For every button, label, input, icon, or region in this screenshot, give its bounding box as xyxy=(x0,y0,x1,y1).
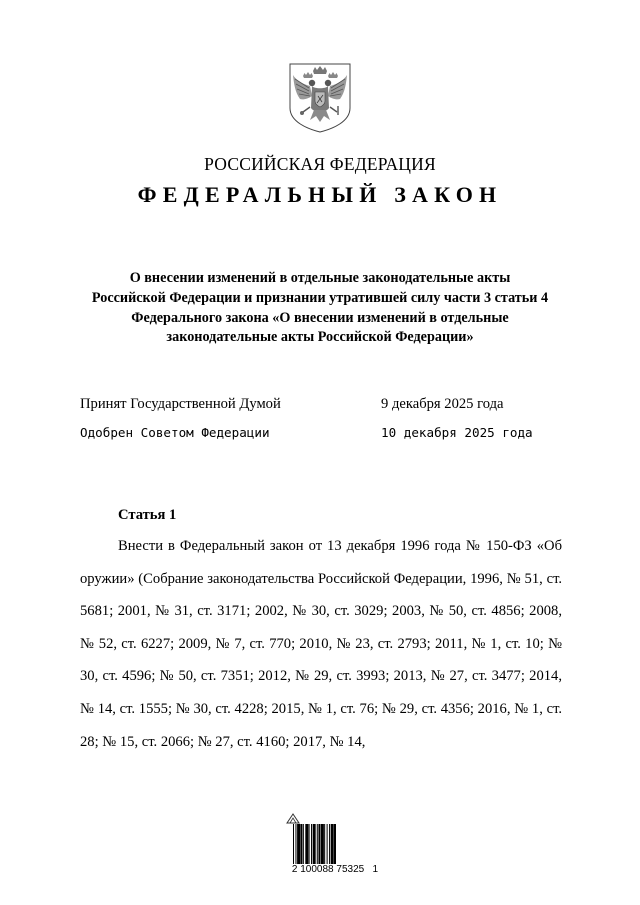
country-name: РОССИЙСКАЯ ФЕДЕРАЦИЯ xyxy=(204,154,436,174)
law-title-line: О внесении изменений в отдельные законодательные акты xyxy=(129,270,511,286)
publisher-logo-icon xyxy=(286,812,300,824)
law-title-line: Российской Федерации и признании утратившей силу части 3 статьи 4 xyxy=(91,289,549,306)
law-title-line: Федерального закона «О внесении изменений в отдельные xyxy=(131,309,509,326)
law-title-line: законодательные акты Российской Федерации» xyxy=(166,329,474,346)
russian-coat-of-arms-icon xyxy=(286,62,354,134)
adoption-date: 9 декабря 2025 года xyxy=(381,396,504,412)
barcode-block xyxy=(286,812,384,882)
article-heading: Статья 1 xyxy=(118,507,177,523)
document-type: ФЕДЕРАЛЬНЫЙ ЗАКОН xyxy=(137,182,503,207)
adoption-date: 10 декабря 2025 года xyxy=(381,425,533,440)
barcode-number: 2 100088 75325 1 xyxy=(291,864,379,875)
adoption-label: Одобрен Советом Федерации xyxy=(80,425,270,440)
article-text: Внести в Федеральный закон от 13 декабря 1996 года № 150-ФЗ «Об оружии» (Собрание законодательства Российской Федерации, 1996, № 51, ст. 5681; 2001, № 31, ст. 3171; 2002, № 30, ст. 3029; 2003, № 50, ст. 4856; 2008, № 52, ст. 6227; 2009, № 7, ст. 770; 2010, № 23, ст. 2793; 2011, № 1, ст. 10; № 30, ст. 4596; № 50, ст. 7351; 2012, № 29, ст. 3993; 2013, № 27, ст. 3477; 2014, № 14, ст. 1555; № 30, ст. 4228; 2015, № 1, ст. 76; № 29, ст. 4356; 2016, № 1, ст. 28; № 15, ст. 2066; № 27, ст. 4160; 2017, № 14, xyxy=(80,538,562,750)
law-title xyxy=(60,269,580,348)
barcode-icon xyxy=(293,824,375,864)
adoption-label: Принят Государственной Думой xyxy=(80,396,281,412)
